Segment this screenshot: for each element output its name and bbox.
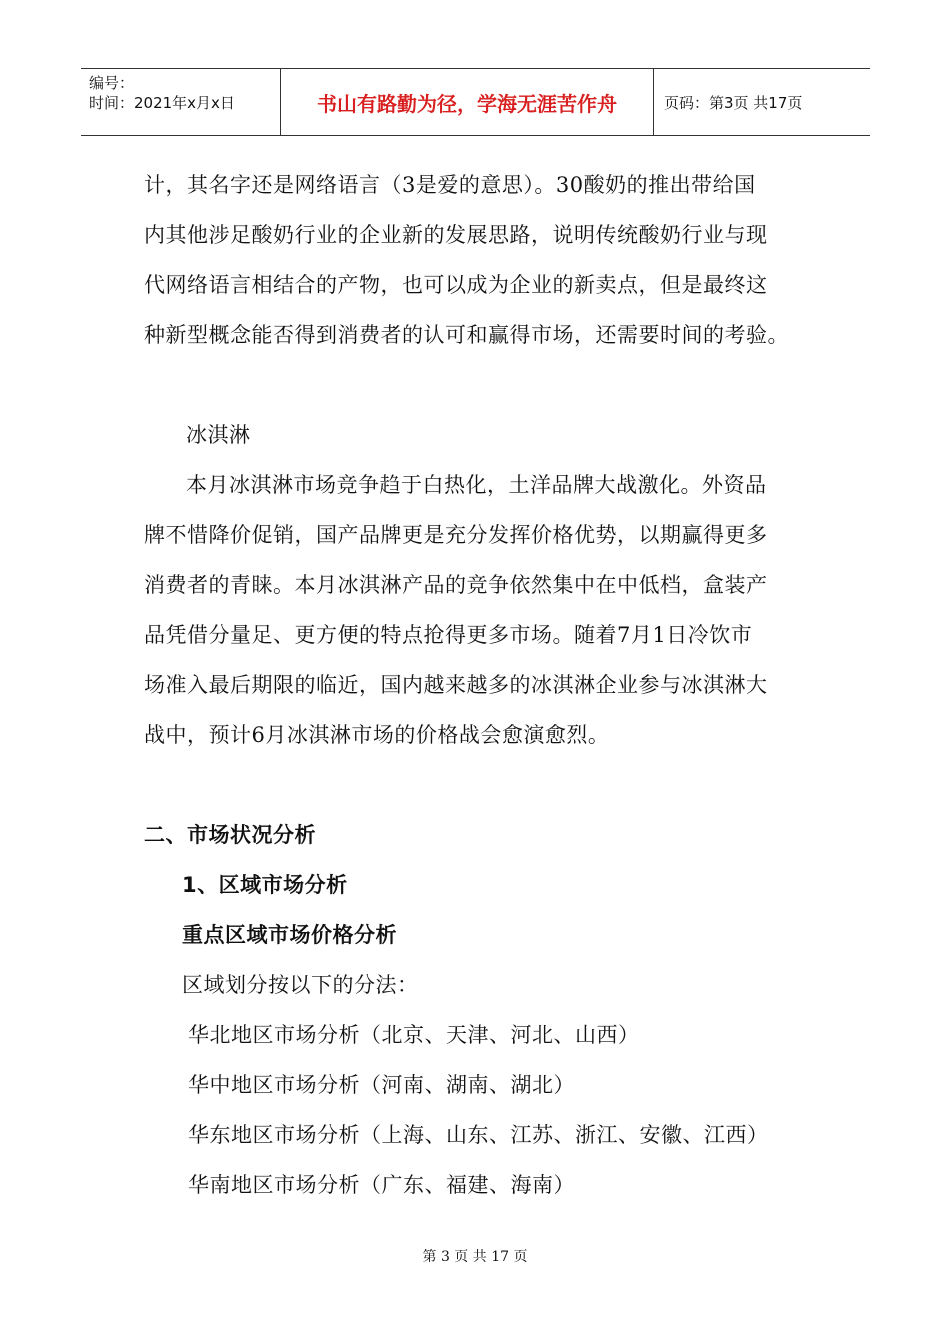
para2-line: 牌不惜降价促销，国产品牌更是充分发挥价格优势，以期赢得更多 (144, 523, 768, 547)
icecream-title: 冰淇淋 (186, 423, 251, 447)
subsection-title: 1、区域市场分析 (182, 873, 348, 897)
para1-line: 种新型概念能否得到消费者的认可和赢得市场，还需要时间的考验。 (144, 323, 789, 347)
division-intro: 区域划分按以下的分法： (182, 973, 419, 997)
document-body (144, 160, 810, 1210)
region-item: 华北地区市场分析（北京、天津、河北、山西） (188, 1023, 640, 1047)
para2-line: 战中，预计6月冰淇淋市场的价格战会愈演愈烈。 (144, 723, 610, 747)
para1-line: 代网络语言相结合的产物，也可以成为企业的新卖点，但是最终这 (144, 273, 768, 297)
header-number-label: 编号： (89, 74, 135, 92)
header-time-label: 时间：2021年x月x日 (89, 94, 235, 112)
page-footer: 第 3 页 共 17 页 (422, 1249, 528, 1265)
para1-line: 计，其名字还是网络语言（3是爱的意思）。30酸奶的推出带给国 (144, 173, 756, 197)
header-meta (81, 69, 281, 135)
section-title: 二、市场状况分析 (144, 823, 316, 847)
para2-line: 消费者的青睐。本月冰淇淋产品的竞争依然集中在中低档，盒装产 (144, 573, 768, 597)
header-motto: 书山有路勤为径，学海无涯苦作舟 (281, 69, 654, 135)
para2-line: 场准入最后期限的临近，国内越来越多的冰淇淋企业参与冰淇淋大 (144, 673, 768, 697)
region-item: 华南地区市场分析（广东、福建、海南） (188, 1173, 575, 1197)
page-header (81, 68, 870, 136)
region-item: 华中地区市场分析（河南、湖南、湖北） (188, 1073, 575, 1097)
para2-line: 品凭借分量足、更方便的特点抢得更多市场。随着7月1日冷饮市 (144, 623, 753, 647)
region-item: 华东地区市场分析（上海、山东、江苏、浙江、安徽、江西） (188, 1123, 769, 1147)
para2-line: 本月冰淇淋市场竞争趋于白热化，土洋品牌大战激化。外资品 (186, 473, 767, 497)
subsection-title: 重点区域市场价格分析 (182, 923, 397, 947)
header-page-info: 页码：第3页 共17页 (664, 93, 803, 112)
para1-line: 内其他涉足酸奶行业的企业新的发展思路，说明传统酸奶行业与现 (144, 223, 768, 247)
